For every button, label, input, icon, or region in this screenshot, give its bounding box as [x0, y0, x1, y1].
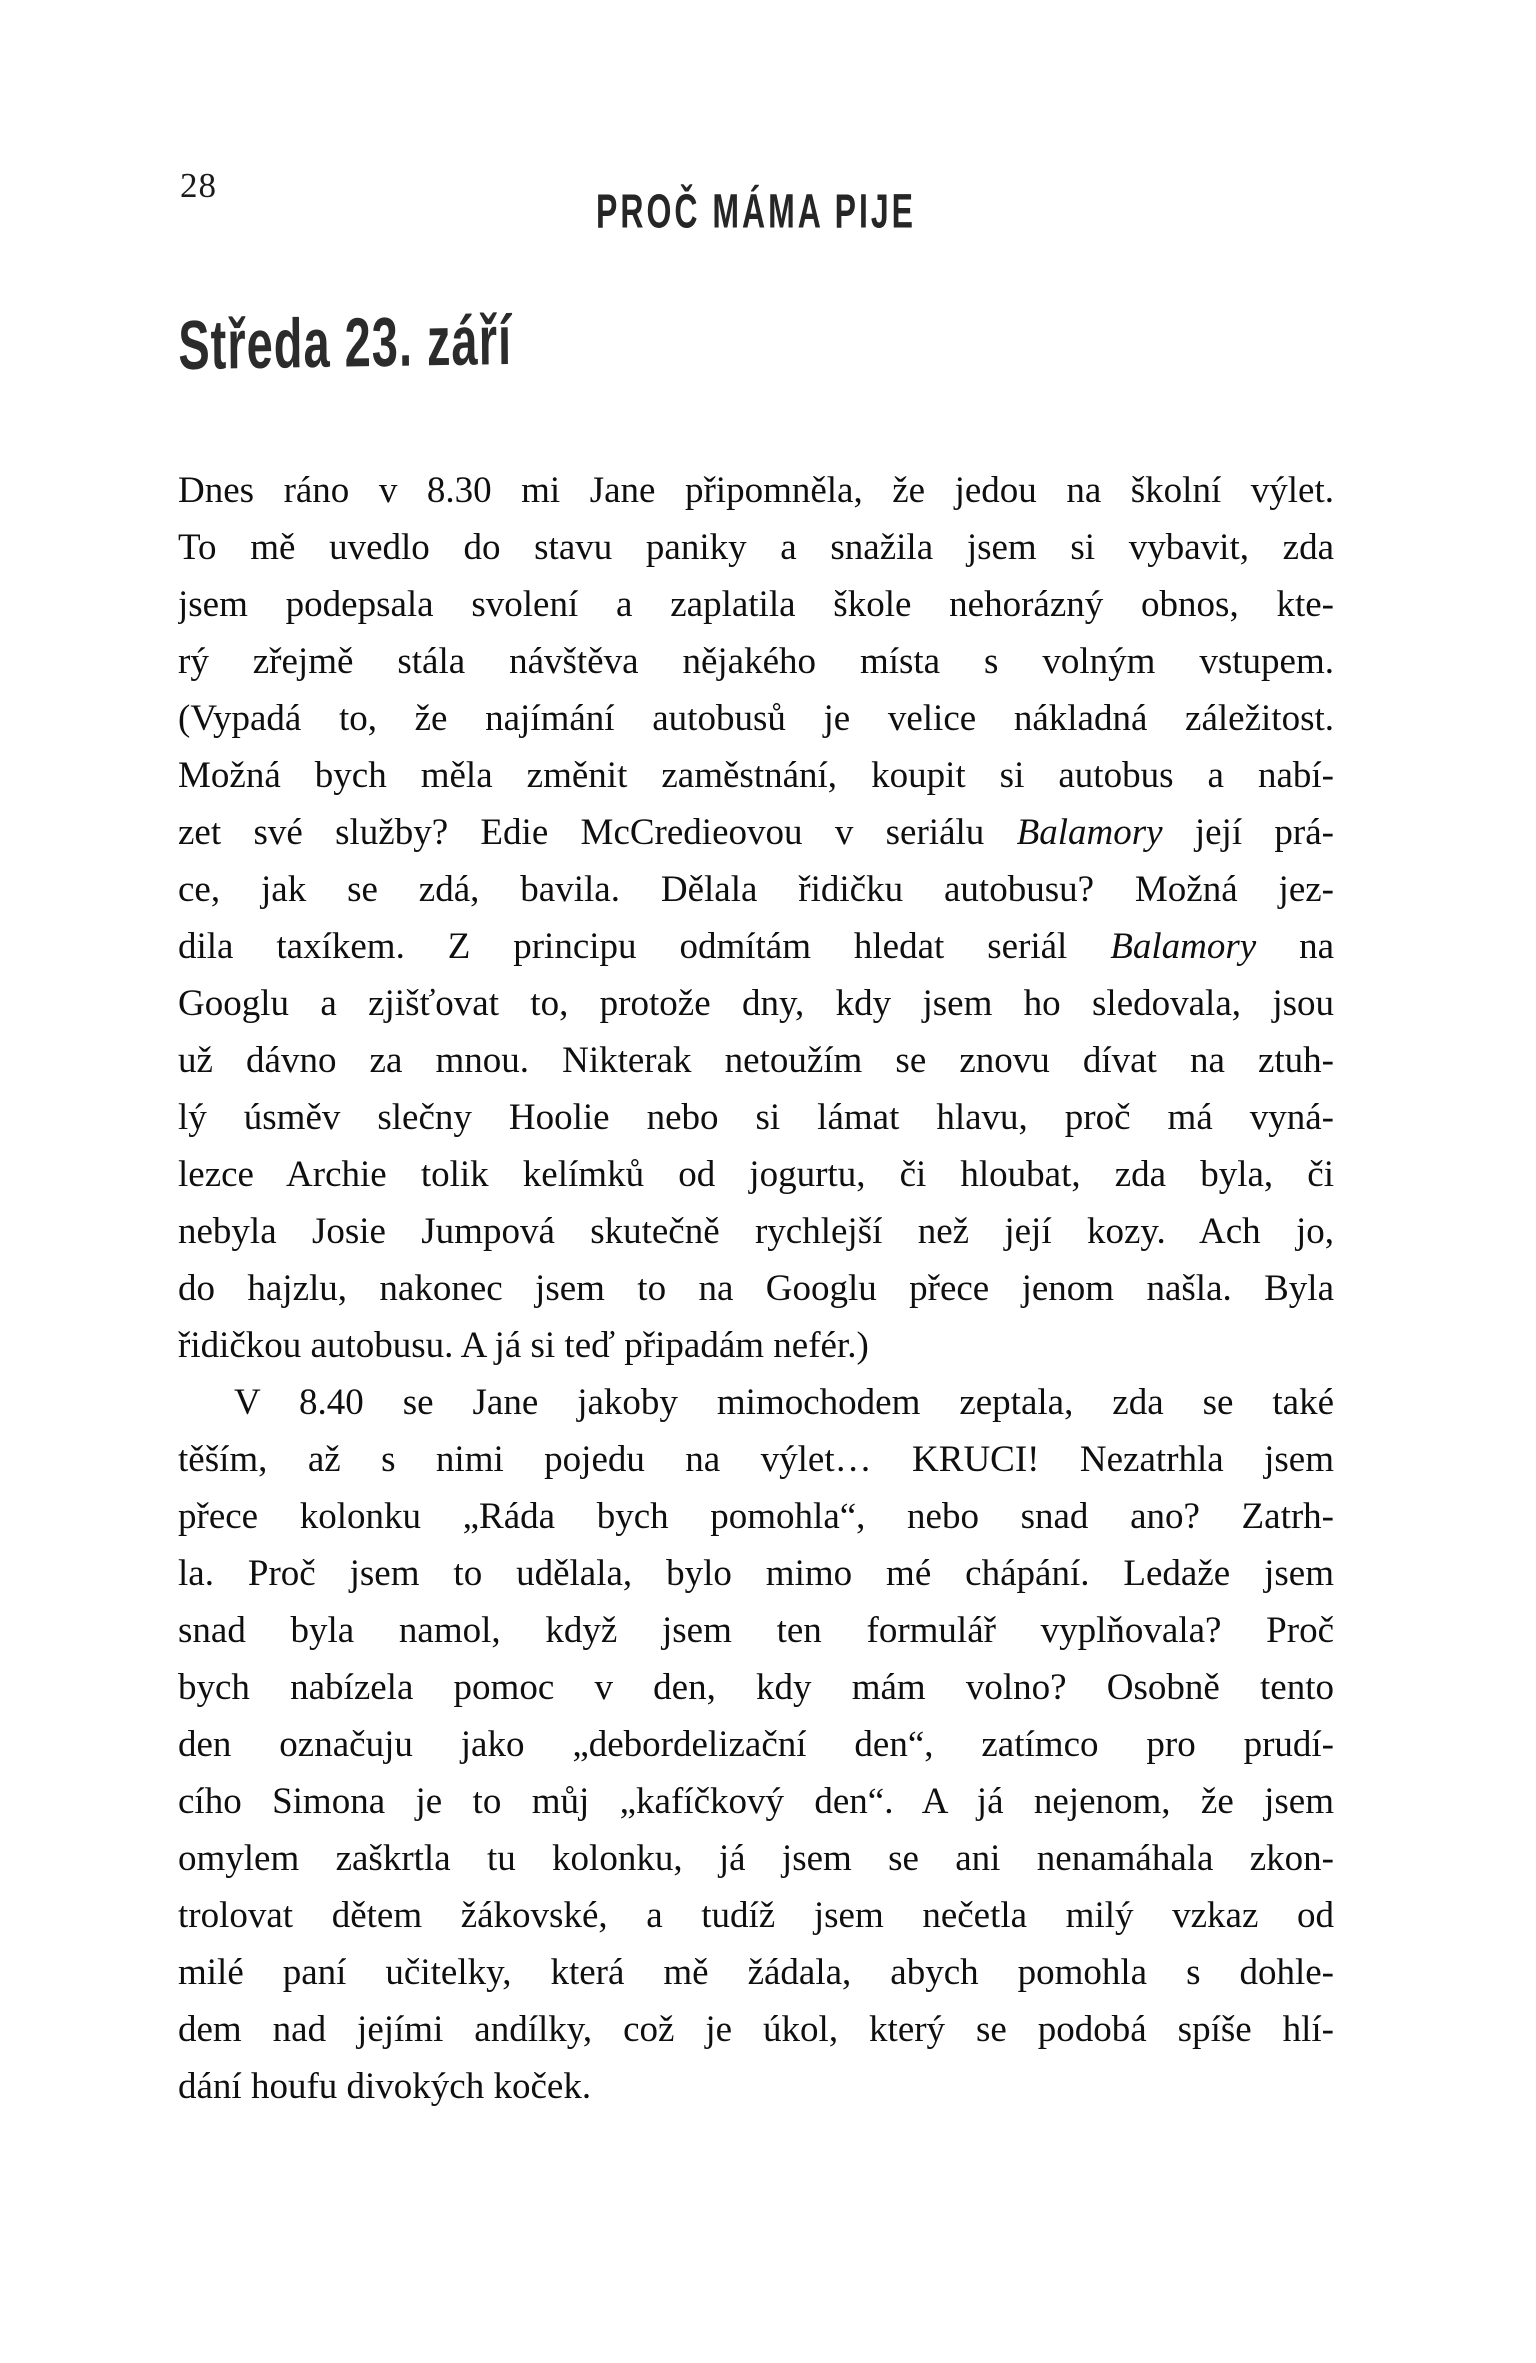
text-run: Dnes ráno v 8.30 mi Jane připomněla, že jedou na školní výlet.	[178, 470, 1334, 511]
text-line	[178, 747, 1334, 804]
text-run: Googlu a zjišťovat to, protože dny, kdy jsem ho sledovala, jsou	[178, 983, 1334, 1024]
text-line	[178, 1431, 1334, 1488]
text-run: (Vypadá to, že najímání autobusů je velice nákladná záležitost.	[178, 698, 1334, 739]
page-number: 28	[180, 166, 217, 205]
text-run: dání houfu divokých koček.	[178, 2066, 592, 2107]
text-line	[178, 576, 1334, 633]
text-run: na	[1256, 926, 1334, 967]
text-run: lý úsměv slečny Hoolie nebo si lámat hlavu, proč má vyná-	[178, 1097, 1334, 1138]
text-line	[178, 1146, 1334, 1203]
entry-heading-text: Středa 23. září	[178, 300, 513, 384]
entry-heading	[178, 300, 1334, 404]
text-run: milé paní učitelky, která mě žádala, abych pomohla s dohle-	[178, 1952, 1334, 1993]
text-line	[178, 804, 1334, 861]
text-run: snad byla namol, když jsem ten formulář vyplňovala? Proč	[178, 1610, 1334, 1651]
text-line	[178, 975, 1334, 1032]
text-run: la. Proč jsem to udělala, bylo mimo mé chápání. Ledaže jsem	[178, 1553, 1334, 1594]
text-line	[178, 462, 1334, 519]
text-run: dila taxíkem. Z principu odmítám hledat seriál	[178, 926, 1111, 967]
text-run: bych nabízela pomoc v den, kdy mám volno? Osobně tento	[178, 1667, 1334, 1708]
text-run: přece kolonku „Ráda bych pomohla“, nebo snad ano? Zatrh-	[178, 1496, 1334, 1537]
text-line	[178, 1944, 1334, 2001]
text-line	[178, 633, 1334, 690]
text-line	[178, 861, 1334, 918]
paragraph	[178, 1374, 1334, 2115]
text-run: jsem podepsala svolení a zaplatila škole nehorázný obnos, kte-	[178, 584, 1334, 625]
italic-run: Balamory	[1110, 926, 1257, 967]
text-run: zet své služby? Edie McCredieovou v seriálu	[178, 812, 1017, 853]
text-run: den označuju jako „debordelizační den“, zatímco pro prudí-	[178, 1724, 1334, 1765]
text-line	[178, 1545, 1334, 1602]
text-line	[178, 690, 1334, 747]
text-line	[178, 1602, 1334, 1659]
running-header	[178, 158, 1334, 238]
paragraph	[178, 462, 1334, 1374]
page-content	[178, 0, 1334, 2115]
text-run: cího Simona je to můj „kafíčkový den“. A já nejenom, že jsem	[178, 1781, 1334, 1822]
text-line	[178, 1716, 1334, 1773]
text-line	[178, 1089, 1334, 1146]
text-line	[178, 1032, 1334, 1089]
text-run: trolovat dětem žákovské, a tudíž jsem nečetla milý vzkaz od	[178, 1895, 1334, 1936]
text-run: nebyla Josie Jumpová skutečně rychlejší než její kozy. Ach jo,	[178, 1211, 1334, 1252]
text-line	[178, 1659, 1334, 1716]
text-line	[178, 918, 1334, 975]
diary-entry-body	[178, 462, 1334, 2115]
text-line	[178, 1830, 1334, 1887]
text-line	[178, 519, 1334, 576]
text-line	[178, 1773, 1334, 1830]
text-line	[178, 1488, 1334, 1545]
italic-run: Balamory	[1016, 812, 1163, 853]
text-line	[178, 2001, 1334, 2058]
text-run: do hajzlu, nakonec jsem to na Googlu přece jenom našla. Byla	[178, 1268, 1334, 1309]
text-run: už dávno za mnou. Nikterak netoužím se znovu dívat na ztuh-	[178, 1040, 1334, 1081]
text-run: řidičkou autobusu. A já si teď připadám nefér.)	[178, 1325, 869, 1366]
text-run: lezce Archie tolik kelímků od jogurtu, či hloubat, zda byla, či	[178, 1154, 1334, 1195]
text-line	[178, 2058, 1334, 2115]
text-line	[178, 1203, 1334, 1260]
text-run: ce, jak se zdá, bavila. Dělala řidičku autobusu? Možná jez-	[178, 869, 1334, 910]
text-run: To mě uvedlo do stavu paniky a snažila jsem si vybavit, zda	[178, 527, 1334, 568]
text-run: těším, až s nimi pojedu na výlet… KRUCI! Nezatrhla jsem	[178, 1439, 1334, 1480]
text-run: V 8.40 se Jane jakoby mimochodem zeptala, zda se také	[234, 1382, 1334, 1423]
text-run: rý zřejmě stála návštěva nějakého místa s volným vstupem.	[178, 641, 1334, 682]
text-run: její prá-	[1162, 812, 1334, 853]
text-line	[178, 1887, 1334, 1944]
text-line	[178, 1260, 1334, 1317]
text-run: dem nad jejími andílky, což je úkol, který se podobá spíše hlí-	[178, 2009, 1334, 2050]
text-run: Možná bych měla změnit zaměstnání, koupit si autobus a nabí-	[178, 755, 1334, 796]
text-line	[178, 1374, 1334, 1431]
text-line	[178, 1317, 1334, 1374]
running-title: PROČ MÁMA PIJE	[596, 184, 916, 238]
text-run: omylem zaškrtla tu kolonku, já jsem se ani nenamáhala zkon-	[178, 1838, 1334, 1879]
